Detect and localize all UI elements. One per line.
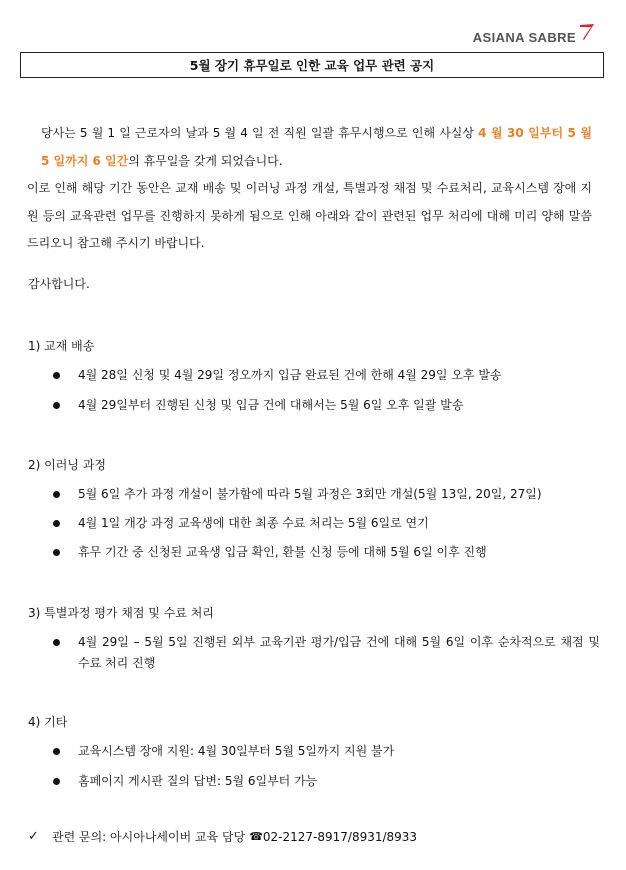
list-item-text: 교육시스템 장애 지원: 4월 30일부터 5월 5일까지 지원 불가: [78, 744, 395, 758]
list-item-text: 5월 6일 추가 과정 개설이 불가함에 따라 5월 과정은 3회만 개설(5월 13일, 20일, 27일): [78, 487, 542, 501]
intro-p1-part1: 당사는 5 월 1 일 근로자의 날과 5 월 4 일 전 직원 일괄 휴무시행으로 인해 사실상: [41, 126, 479, 140]
section-title-textbook: 1) 교재 배송: [28, 339, 95, 353]
contact-label: 관련 문의: 아시아나세이버 교육 담당: [52, 830, 246, 844]
list-item: [50, 771, 600, 792]
list-item-text: 휴무 기간 중 신청된 교육생 입금 확인, 환불 신청 등에 대해 5월 6일 이후 진행: [78, 545, 487, 559]
list-item-text: 홈페이지 게시판 질의 답변: 5월 6일부터 가능: [78, 774, 318, 788]
red-swoosh-icon: [578, 21, 596, 41]
holiday-period-highlight: 4 월 30 일부터 5 월 5 일까지 6 일간: [41, 126, 592, 168]
list-item: [50, 484, 600, 505]
section-title-etc: 4) 기타: [28, 715, 68, 729]
list-item-text: 4월 28일 신청 및 4월 29일 정오까지 입금 완료된 건에 한해 4월 29일 오후 발송: [78, 368, 502, 382]
list-item: [50, 395, 600, 416]
list-item-text: 4월 29일부터 진행된 신청 및 입금 건에 대해서는 5월 6일 오후 일괄 발송: [78, 398, 464, 412]
notice-title: [20, 52, 604, 78]
intro-p1: [27, 120, 592, 175]
bullet-icon: [50, 484, 78, 505]
intro-paragraph: [27, 120, 592, 258]
contact-info: [28, 828, 417, 845]
list-item: [50, 513, 600, 534]
company-logo: [473, 21, 596, 45]
section-title-special-course: 3) 특별과정 평가 채점 및 수료 처리: [28, 606, 214, 620]
bullet-icon: [50, 365, 78, 386]
bullet-icon: [50, 632, 78, 674]
logo-text: ASIANA SABRE: [472, 30, 576, 45]
section-title-elearning: 2) 이러닝 과정: [28, 458, 106, 472]
telephone-icon: ☎: [249, 830, 263, 843]
thanks-text: 감사합니다.: [28, 277, 90, 291]
bullet-icon: [50, 771, 78, 792]
intro-p2: 이로 인해 해당 기간 동안은 교재 배송 및 이러닝 과정 개설, 특별과정 채점 및 수료처리, 교육시스템 장애 지원 등의 교육관련 업무를 진행하지 못하게 됨으로 인해 아래와 같이 관련된 업무 처리에 대해 미리 양해 말씀 드리오니 참고해 주시기 바랍니다.: [27, 181, 592, 250]
bullet-icon: [50, 395, 78, 416]
contact-phone: 02-2127-8917/8931/8933: [262, 829, 418, 844]
bullet-icon: [50, 542, 78, 563]
list-item: [50, 632, 600, 674]
list-item: [50, 542, 600, 563]
checkmark-icon: ✓: [28, 829, 39, 844]
intro-p1-part2: 의 휴무일을 갖게 되었습니다.: [128, 153, 283, 168]
bullet-icon: [50, 513, 78, 534]
list-item-text: 4월 1일 개강 과정 교육생에 대한 최종 수료 처리는 5월 6일로 연기: [78, 516, 429, 530]
notice-title-text: 5월 장기 휴무일로 인한 교육 업무 관련 공지: [189, 58, 435, 73]
list-item-text: 4월 29일 – 5월 5일 진행된 외부 교육기관 평가/입금 건에 대해 5월 6일 이후 순차적으로 채점 및 수료 처리 진행: [78, 635, 600, 670]
list-item: [50, 365, 600, 386]
bullet-icon: [50, 741, 78, 762]
list-item: [50, 741, 600, 762]
